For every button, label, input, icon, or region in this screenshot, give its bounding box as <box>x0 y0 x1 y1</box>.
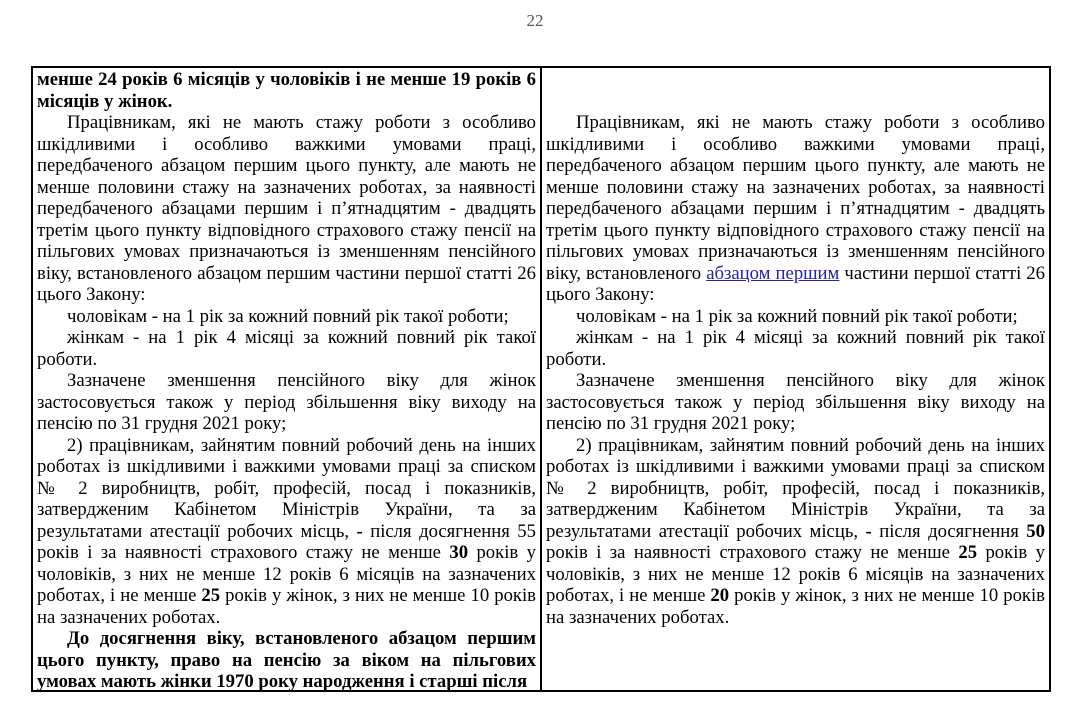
text-run: Працівникам, які не мають стажу роботи з особливо шкідливими і особливо важкими умовами праці, передбаченого абзацом першим цього пункту, але мають не менше половини стажу на зазначених роботах, за наявності передбаченого абзацами першим і п’ятнадцятим - двадцять третім цього пункту відповідного страхового стажу пенсії на пільгових умовах призначаються із зменшенням пенсійного віку, встановленого абзацом першим частини першої статті 26 цього Закону: <box>37 112 536 305</box>
paragraph <box>546 370 1045 435</box>
left-column-content <box>37 69 536 690</box>
text-run: 50 <box>1026 520 1045 542</box>
text-run: жінкам - на 1 рік 4 місяці за кожний повний рік такої роботи. <box>546 327 1045 370</box>
text-run: менше 24 років 6 місяців у чоловіків і не менше 19 років 6 місяців у жінок. <box>37 69 536 112</box>
text-run: років у чоловіків, з них не менше 12 років 6 місяців на зазначених роботах, і не менше <box>37 542 536 606</box>
paragraph <box>546 435 1045 629</box>
text-run: років і за наявності страхового стажу не менше <box>546 542 959 563</box>
comparison-table <box>31 66 1051 692</box>
text-run: Працівникам, які не мають стажу роботи з особливо шкідливими і особливо важкими умовами праці, передбаченого абзацом першим цього пункту, але мають не менше половини стажу на зазначених роботах, за наявності передбаченого абзацами першим і п’ятнадцятим - двадцять третім цього пункту відповідного страхового стажу пенсії на пільгових умовах призначаються із зменшенням пенсійного віку, встановленого <box>546 112 1045 284</box>
text-run: років у жінок, з них не менше 10 років на зазначених роботах. <box>546 585 1046 628</box>
text-run: 25 <box>958 542 978 563</box>
text-run: після досягнення 55 років і за наявності страхового стажу не менше <box>37 520 536 563</box>
text-run: 2) працівникам, зайнятим повний робочий день на інших роботах із шкідливими і важкими умовами праці за списком № 2 виробництв, робіт, професій, посад і показників, затвердженим Кабінетом Міністрів України, та за результатами атестації робочих місць, <box>546 434 1045 542</box>
paragraph <box>37 628 536 690</box>
paragraph <box>37 327 536 370</box>
page-number: 22 <box>526 11 544 30</box>
text-run: років у жінок, з них не менше 10 років на зазначених роботах. <box>37 585 537 628</box>
text-run: - <box>865 520 872 542</box>
text-run: 30 <box>449 542 469 563</box>
paragraph <box>37 435 536 629</box>
text-run: жінкам - на 1 рік 4 місяці за кожний повний рік такої роботи. <box>37 327 536 370</box>
paragraph <box>37 112 536 306</box>
text-run: 2) працівникам, зайнятим повний робочий день на інших роботах із шкідливими і важкими умовами праці за списком № 2 виробництв, робіт, професій, посад і показників, затвердженим Кабінетом Міністрів України, та за результатами атестації робочих місць, <box>37 434 536 542</box>
paragraph <box>546 327 1045 370</box>
left-column-cell <box>33 68 542 690</box>
link-abzatsom-pershym[interactable]: абзацом першим <box>706 262 840 284</box>
text-run: років у чоловіків, з них не менше 12 років 6 місяців на зазначених роботах, і не менше <box>546 542 1045 606</box>
paragraph <box>37 69 536 112</box>
text-run: Зазначене зменшення пенсійного віку для жінок застосовується також у період збільшення віку виходу на пенсію по 31 грудня 2021 року; <box>37 370 536 434</box>
text-run: - <box>356 520 363 542</box>
text-run: Зазначене зменшення пенсійного віку для жінок застосовується також у період збільшення віку виходу на пенсію по 31 грудня 2021 року; <box>546 370 1045 434</box>
right-column-content <box>546 69 1045 628</box>
text-run: частини першої статті 26 цього Закону: <box>546 262 1045 305</box>
paragraph <box>546 112 1045 306</box>
text-run: після досягнення <box>871 520 1027 542</box>
right-column-cell <box>542 68 1049 690</box>
paragraph <box>37 306 536 328</box>
paragraph <box>546 306 1045 328</box>
text-run: чоловікам - на 1 рік за кожний повний рік такої роботи; <box>576 305 1018 327</box>
text-run: 20 <box>710 585 730 606</box>
text-run: 25 <box>201 585 221 606</box>
text-run: чоловікам - на 1 рік за кожний повний рік такої роботи; <box>67 305 509 327</box>
text-run: До досягнення віку, встановленого абзацом першим цього пункту, право на пенсію за віком на пільгових умовах мають жінки 1970 року народження і старші після <box>37 628 536 690</box>
paragraph <box>37 370 536 435</box>
